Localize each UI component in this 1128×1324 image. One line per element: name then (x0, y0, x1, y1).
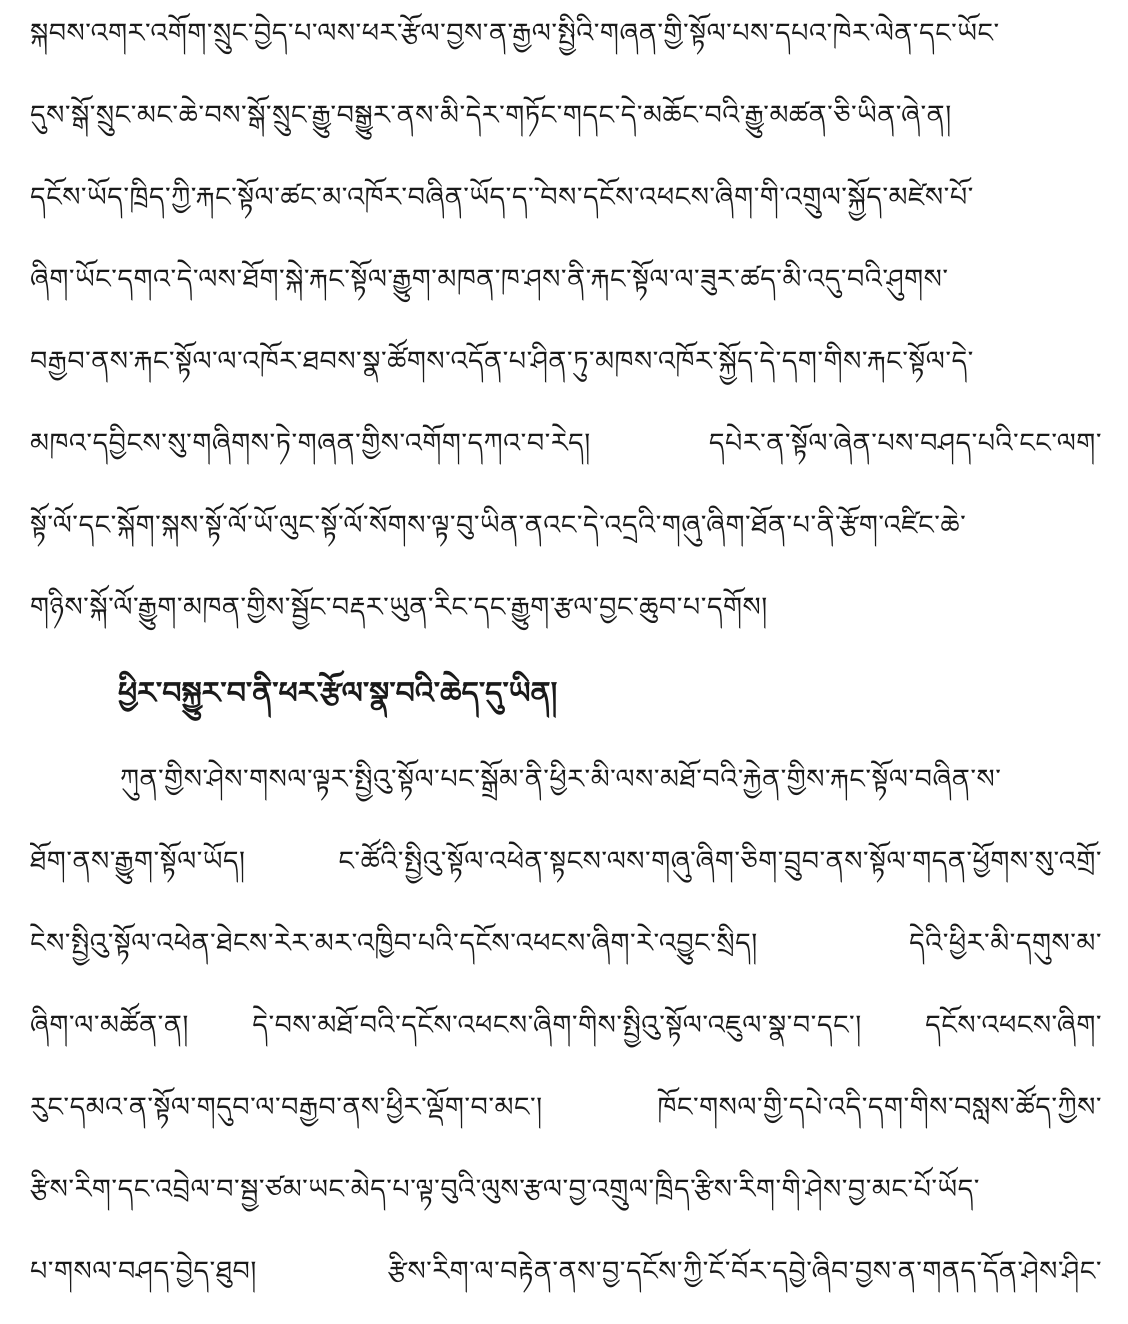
text-line: པ་གསལ་བཤད་བྱེད་ཐུབ། རྩིས་རིག་ལ་བརྟེན་ནས་བྱ་དངོས་ཀྱི་ངོ་བོར་དབྱེ་ཞིབ་བྱས་ན་གནད་དོན་ཤེས་ཤིང་ (30, 1256, 1102, 1287)
text-line: ཐོག་ནས་རྒྱུག་སྟོལ་ཡོད། ང་ཚོའི་སྤྱིའུ་སྟོལ་འཕེན་སྟངས་ལས་གཞུ་ཞིག་ཅིག་བྲུབ་ནས་སྟོལ་གདན་ཕྱོགས་སུ་འགྲོ་ (30, 846, 1102, 877)
text-line: སྐབས་འགར་འགོག་སྲུང་བྱེད་པ་ལས་ཕར་རྩོལ་བྱས་ན་རྒྱལ་སྤྱིའི་གཞན་གྱི་སྟོལ་པས་དཔའ་ཁེར་ལེན་དང་ཡོང་ (30, 18, 1000, 49)
text-line: གཉིས་སྐོ་ལོ་རྒྱུག་མཁན་གྱིས་སྦྱོང་བརྡར་ཡུན་རིང་དང་རྒྱུག་རྩལ་བྱང་ཆུབ་པ་དགོས། (30, 592, 768, 623)
text-line: རྩིས་རིག་དང་འབྲེལ་བ་སྦྱ་ཙམ་ཡང་མེད་པ་ལྟ་བུའི་ལུས་རྩལ་བྱ་འགྲུལ་ཁྲིད་རྩིས་རིག་གི་ཤེས་བྱ་མང་པོ་ཡོད་ (30, 1174, 980, 1205)
text-line: ངེས་སྤྱིའུ་སྟོལ་འཕེན་ཐེངས་རེར་མར་འཁྱིབ་པའི་དངོས་འཕངས་ཞིག་རེ་འབྱུང་སྲིད། དེའི་ཕྱིར་མི་དགུས་མ་ (30, 928, 1102, 959)
section-heading: ཕྱིར་བསྐྱུར་བ་ནི་ཕར་རྩོལ་སྣ་བའི་ཆེད་དུ་ཡིན། (118, 676, 558, 711)
text-line: བརྒྱབ་ནས་རྐང་སྟོལ་ལ་འཁོར་ཐབས་སྣ་ཚོགས་འདོན་པ་ཤིན་ཏུ་མཁས་འཁོར་སྐྱོད་དེ་དག་གིས་རྐང་སྟོལ་དེ་ (30, 346, 974, 377)
text-line: དངོས་ཡོད་ཁྲིད་ཀྱི་རྐང་སྟོལ་ཚང་མ་འཁོར་བཞིན་ཡོད་ད་ེ་བས་དངོས་འཕངས་ཞིག་གི་འགྲུལ་སྐྱོད་མཛེས་པོ་ (30, 182, 974, 213)
text-line: དུས་སྒོ་སྲུང་མང་ཆེ་བས་སྒོ་སྲུང་རྒྱུ་བསྒྱུར་ནས་མི་དེར་གཏོང་གདང་དེ་མཆོང་བའི་རྒྱུ་མཚན་ཅི་ཡིན་ཞེ་ན། (30, 100, 952, 131)
text-line: ཞིག་ཡོང་དགའ་དེ་ལས་ཐོག་སྐེ་རྐང་སྟོལ་རྒྱུག་མཁན་ཁ་ཤས་ནི་རྐང་སྟོལ་ལ་ཟུར་ཚད་མི་འདུ་བའི་ཤུགས་ (30, 264, 949, 295)
text-line: རུང་དམའ་ན་སྟོལ་གདུབ་ལ་བརྒྱབ་ནས་ཕྱིར་ལྡོག་བ་མང་། ཁོང་གསལ་གྱི་དཔེ་འདི་དག་གིས་བསླས་ཚོད་ཀྱིས་ (30, 1092, 1102, 1123)
text-line: མཁའ་དབྱིངས་སུ་གཞིགས་ཏེ་གཞན་གྱིས་འགོག་དཀའ་བ་རེད། དཔེར་ན་སྟོལ་ཞེན་པས་བཤད་པའི་ངང་ལག་ (30, 428, 1102, 459)
text-line: ཞིག་ལ་མཚོན་ན། དེ་བས་མཐོ་བའི་དངོས་འཕངས་ཞིག་གིས་སྤྱིའུ་སྟོལ་འཇུལ་སྣ་བ་དང་། དངོས་འཕངས་ཞིག་ (30, 1010, 1102, 1041)
text-line: ཀུན་གྱིས་ཤེས་གསལ་ལྟར་སྤྱིའུ་སྟོལ་པང་སྒྲོམ་ནི་ཕྱིར་མི་ལས་མཐོ་བའི་རྐྱེན་གྱིས་རྐང་སྟོལ་བཞིན་ས་ (120, 764, 1002, 795)
text-line: སྟོ་ལོ་དང་སྐོག་སྐས་སྟོ་ལོ་ཡོ་ལུང་སྟོ་ལོ་སོགས་ལྟ་བུ་ཡིན་ནའང་དེ་འདྲའི་གཞུ་ཞིག་ཐོན་པ་ནི་རྩོག་འཛིང་ཆེ་ (30, 510, 967, 541)
